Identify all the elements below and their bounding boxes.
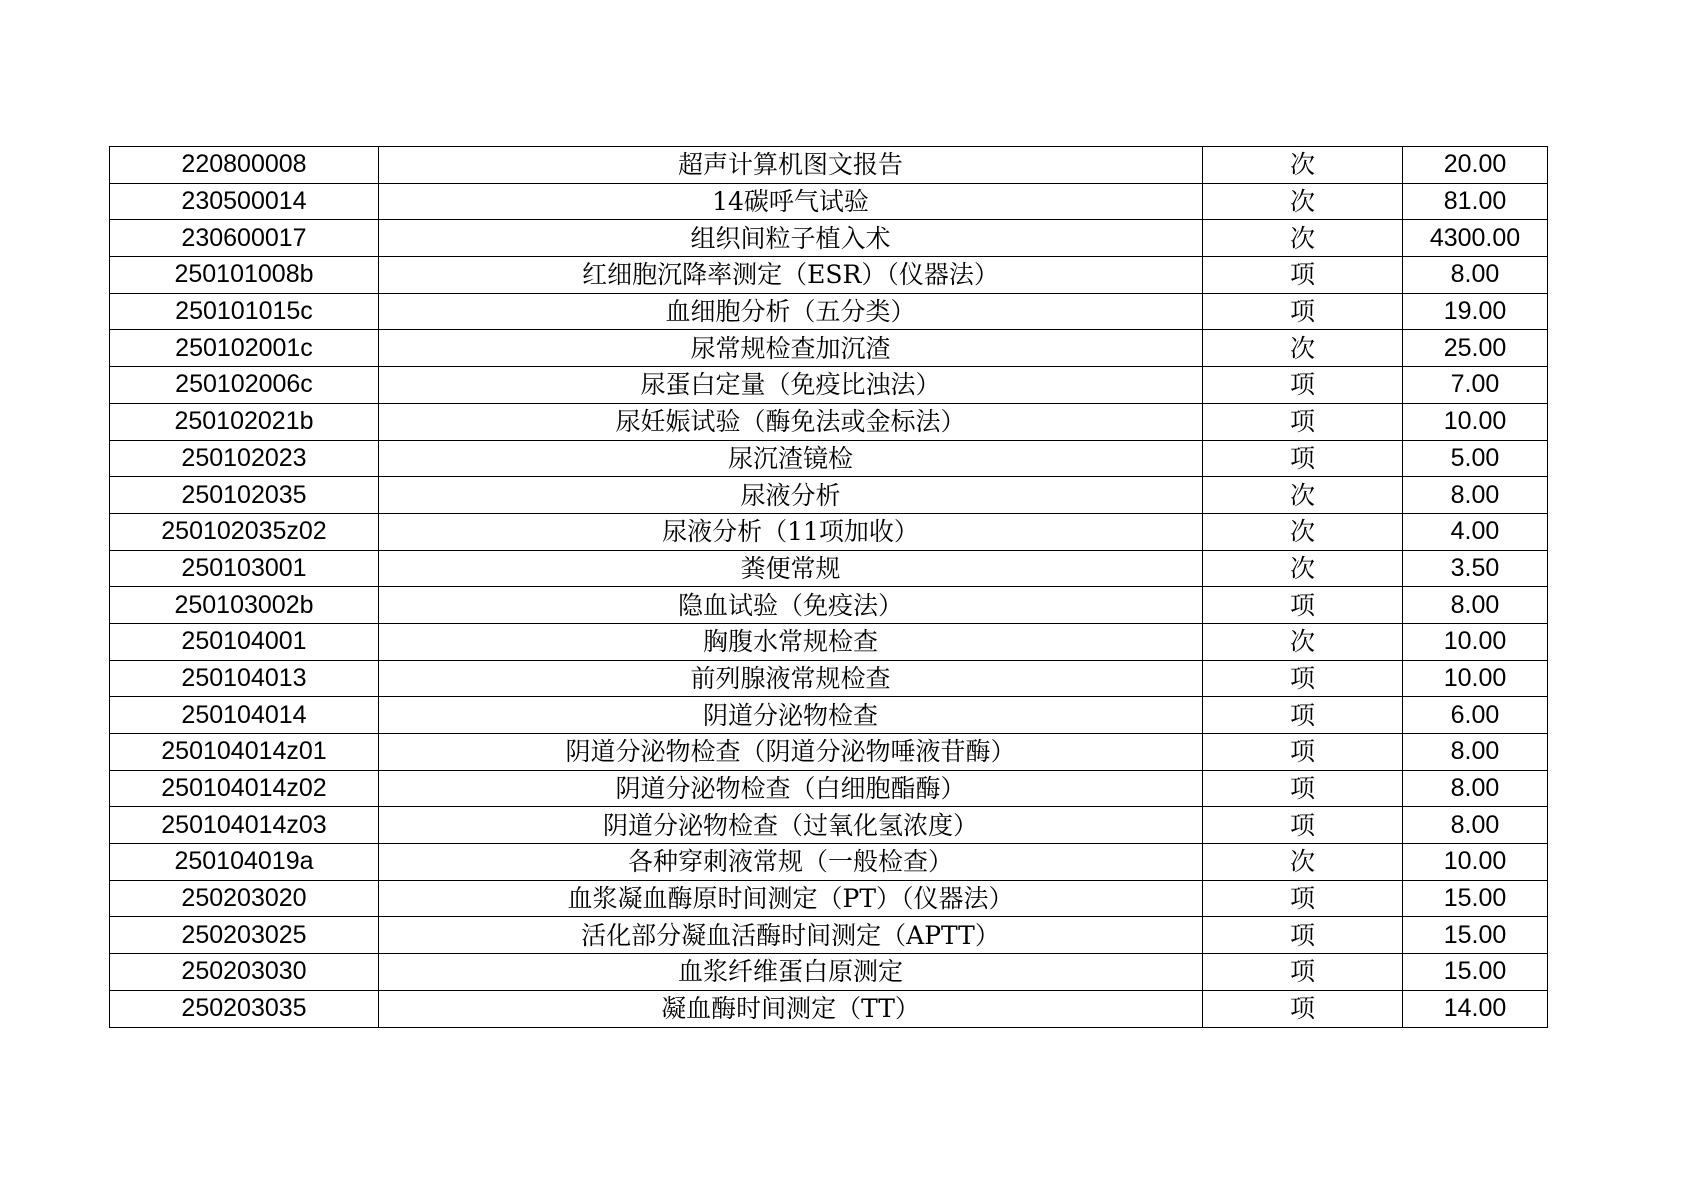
item-name: 超声计算机图文报告 — [379, 147, 1203, 184]
item-price: 10.00 — [1403, 403, 1548, 440]
item-code: 230500014 — [110, 183, 379, 220]
item-name: 尿蛋白定量（免疫比浊法） — [379, 367, 1203, 404]
item-code: 250102006c — [110, 367, 379, 404]
item-unit: 项 — [1203, 917, 1403, 954]
table-row — [110, 477, 1548, 514]
table-row — [110, 440, 1548, 477]
item-unit: 次 — [1203, 220, 1403, 257]
item-price: 6.00 — [1403, 697, 1548, 734]
item-price: 7.00 — [1403, 367, 1548, 404]
item-code: 250203035 — [110, 990, 379, 1027]
item-unit: 项 — [1203, 807, 1403, 844]
item-price: 5.00 — [1403, 440, 1548, 477]
item-price: 8.00 — [1403, 807, 1548, 844]
table-row — [110, 880, 1548, 917]
item-unit: 项 — [1203, 734, 1403, 771]
item-unit: 项 — [1203, 440, 1403, 477]
item-code: 250103001 — [110, 550, 379, 587]
item-name: 阴道分泌物检查（白细胞酯酶） — [379, 770, 1203, 807]
item-code: 250104014 — [110, 697, 379, 734]
item-price: 15.00 — [1403, 954, 1548, 991]
item-name: 血浆纤维蛋白原测定 — [379, 954, 1203, 991]
item-name: 尿沉渣镜检 — [379, 440, 1203, 477]
price-table — [109, 146, 1548, 1028]
item-price: 10.00 — [1403, 660, 1548, 697]
item-unit: 项 — [1203, 257, 1403, 294]
item-code: 250101008b — [110, 257, 379, 294]
item-unit: 次 — [1203, 147, 1403, 184]
item-code: 250102035 — [110, 477, 379, 514]
item-code: 250104014z01 — [110, 734, 379, 771]
item-name: 阴道分泌物检查（阴道分泌物唾液苷酶） — [379, 734, 1203, 771]
table-row — [110, 954, 1548, 991]
item-name: 尿液分析（11项加收） — [379, 513, 1203, 550]
item-name: 尿液分析 — [379, 477, 1203, 514]
item-unit: 项 — [1203, 770, 1403, 807]
table-row — [110, 220, 1548, 257]
item-code: 250203030 — [110, 954, 379, 991]
item-unit: 次 — [1203, 844, 1403, 881]
table-row — [110, 770, 1548, 807]
item-code: 250101015c — [110, 293, 379, 330]
item-unit: 项 — [1203, 954, 1403, 991]
item-name: 阴道分泌物检查（过氧化氢浓度） — [379, 807, 1203, 844]
item-name: 血浆凝血酶原时间测定（PT）（仪器法） — [379, 880, 1203, 917]
table-row — [110, 917, 1548, 954]
item-code: 250203025 — [110, 917, 379, 954]
item-name: 组织间粒子植入术 — [379, 220, 1203, 257]
item-unit: 次 — [1203, 477, 1403, 514]
table-row — [110, 330, 1548, 367]
item-name: 红细胞沉降率测定（ESR）（仪器法） — [379, 257, 1203, 294]
item-price: 15.00 — [1403, 880, 1548, 917]
item-code: 250104019a — [110, 844, 379, 881]
item-code: 250203020 — [110, 880, 379, 917]
item-code: 250102023 — [110, 440, 379, 477]
item-unit: 项 — [1203, 587, 1403, 624]
item-name: 粪便常规 — [379, 550, 1203, 587]
item-unit: 次 — [1203, 513, 1403, 550]
item-unit: 项 — [1203, 403, 1403, 440]
item-code: 250103002b — [110, 587, 379, 624]
table-row — [110, 697, 1548, 734]
item-unit: 项 — [1203, 367, 1403, 404]
item-price: 4.00 — [1403, 513, 1548, 550]
item-price: 8.00 — [1403, 477, 1548, 514]
item-name: 隐血试验（免疫法） — [379, 587, 1203, 624]
table-row — [110, 660, 1548, 697]
item-code: 250104013 — [110, 660, 379, 697]
item-price: 3.50 — [1403, 550, 1548, 587]
table-row — [110, 367, 1548, 404]
item-code: 250102001c — [110, 330, 379, 367]
table-row — [110, 293, 1548, 330]
item-name: 尿妊娠试验（酶免法或金标法） — [379, 403, 1203, 440]
item-name: 各种穿刺液常规（一般检查） — [379, 844, 1203, 881]
item-unit: 项 — [1203, 697, 1403, 734]
item-price: 25.00 — [1403, 330, 1548, 367]
item-unit: 项 — [1203, 293, 1403, 330]
item-code: 250102021b — [110, 403, 379, 440]
item-code: 220800008 — [110, 147, 379, 184]
item-code: 250104001 — [110, 623, 379, 660]
item-price: 8.00 — [1403, 587, 1548, 624]
item-code: 250102035z02 — [110, 513, 379, 550]
item-code: 250104014z02 — [110, 770, 379, 807]
table-body — [110, 147, 1548, 1028]
item-price: 15.00 — [1403, 917, 1548, 954]
table-row — [110, 807, 1548, 844]
item-price: 81.00 — [1403, 183, 1548, 220]
item-name: 14碳呼气试验 — [379, 183, 1203, 220]
table-row — [110, 513, 1548, 550]
item-price: 8.00 — [1403, 770, 1548, 807]
item-code: 250104014z03 — [110, 807, 379, 844]
item-price: 10.00 — [1403, 623, 1548, 660]
item-unit: 项 — [1203, 880, 1403, 917]
item-price: 8.00 — [1403, 257, 1548, 294]
table-row — [110, 147, 1548, 184]
table-row — [110, 734, 1548, 771]
item-price: 8.00 — [1403, 734, 1548, 771]
item-code: 230600017 — [110, 220, 379, 257]
item-price: 4300.00 — [1403, 220, 1548, 257]
item-unit: 次 — [1203, 330, 1403, 367]
item-name: 凝血酶时间测定（TT） — [379, 990, 1203, 1027]
item-name: 血细胞分析（五分类） — [379, 293, 1203, 330]
item-name: 活化部分凝血活酶时间测定（APTT） — [379, 917, 1203, 954]
item-price: 20.00 — [1403, 147, 1548, 184]
table-row — [110, 844, 1548, 881]
table-row — [110, 257, 1548, 294]
table-row — [110, 990, 1548, 1027]
item-unit: 次 — [1203, 623, 1403, 660]
item-unit: 项 — [1203, 990, 1403, 1027]
item-price: 10.00 — [1403, 844, 1548, 881]
item-unit: 项 — [1203, 660, 1403, 697]
item-price: 19.00 — [1403, 293, 1548, 330]
table-row — [110, 550, 1548, 587]
item-name: 胸腹水常规检查 — [379, 623, 1203, 660]
table-row — [110, 183, 1548, 220]
item-name: 尿常规检查加沉渣 — [379, 330, 1203, 367]
table-row — [110, 587, 1548, 624]
item-unit: 次 — [1203, 183, 1403, 220]
item-name: 前列腺液常规检查 — [379, 660, 1203, 697]
item-price: 14.00 — [1403, 990, 1548, 1027]
table-row — [110, 623, 1548, 660]
item-name: 阴道分泌物检查 — [379, 697, 1203, 734]
table-row — [110, 403, 1548, 440]
item-unit: 次 — [1203, 550, 1403, 587]
